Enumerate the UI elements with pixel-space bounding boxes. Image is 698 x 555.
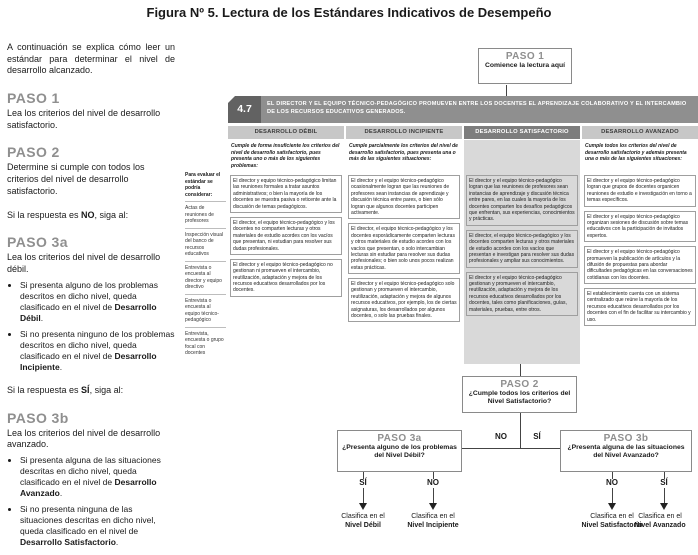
condition-no-answer: NO: [81, 209, 95, 220]
branch-no-label: NO: [423, 479, 443, 488]
evaluation-item: Entrevista, encuesta o grupo focal con docentes: [185, 327, 226, 360]
levels-table-body: [228, 140, 698, 364]
criterion-cell: El director y el equipo técnico-pedagógico logran que grupos de docentes organicen reuniones de estudio e investigación en torno a temas específicos.: [584, 175, 696, 207]
step3b-flow-label: PASO 3b: [603, 433, 649, 444]
standard-number-badge: [228, 96, 261, 123]
criterion-cell: El director y el equipo técnico-pedagógico gestionan y promueven el intercambio, reutilización, adaptación y mejora de los recursos educativos desarrollados por los docentes, tales como planificaciones, guías, materiales, pruebas, entre otros.: [466, 272, 578, 316]
branch-no-label: NO: [602, 479, 622, 488]
criterion-cell: El director y el equipo técnico-pedagógico organizan sesiones de discusión sobre temas educativos con la participación de invitados expertos.: [584, 211, 696, 243]
connector-line: [506, 85, 507, 96]
condition-si-prefix: Si la respuesta es: [7, 384, 82, 395]
column-intro: Cumple parcialmente los criterios del nivel de desarrollo satisfactorio, pues presenta una o más de las siguientes situaciones:: [349, 143, 458, 162]
column-desarrollo-satisfactorio: [464, 140, 580, 364]
header-desarrollo-incipiente: DESARROLLO INCIPIENTE: [346, 126, 462, 139]
arrow-down-icon: [660, 503, 668, 510]
step3a-text: Lea los criterios del nivel de desarrollo débil.: [7, 252, 161, 274]
evaluation-sidebar: [185, 172, 226, 360]
arrow-down-icon: [429, 503, 437, 510]
criterion-cell: El director, el equipo técnico-pedagógico y los docentes comparten lecturas y otros materiales de estudio acordes con los vacíos que presentan e investigan para resolver sus dudas profesionales y ampliar sus conocimientos.: [466, 230, 578, 268]
standard-header-band: [228, 96, 698, 123]
step3b-flow-box: [560, 430, 692, 472]
criterion-cell: El director, el equipo técnico-pedagógico y los docentes no comparten lecturas y otros materiales de estudio acordes con los vacíos que presentan, ni estudian para resolver sus dudas profesionales.: [230, 217, 342, 255]
step2-flow-text: ¿Cumple todos los criterios del Nivel Satisfactorio?: [468, 390, 571, 406]
header-desarrollo-debil: DESARROLLO DÉBIL: [228, 126, 344, 139]
condition-no-prefix: Si la respuesta es: [7, 209, 82, 220]
criterion-cell: El director y el equipo técnico-pedagógico logran que las reuniones de profesores sean instancias de aprendizaje y discusión técnica entre pares, en las cuales la mayoría de los docentes comparten los desafíos pedagógicos que enfrentan, sus experiencias, conocimientos y prácticas.: [466, 175, 578, 226]
step3b-flow-text: ¿Presenta alguna de las situaciones del Nivel Avanzado?: [567, 444, 685, 460]
criterion-cell: El director y el equipo técnico-pedagógico promueven la publicación de artículos y la difusión de propuestas para abordar dificultades pedagógicas en las conversaciones cotidianas con los docentes.: [584, 246, 696, 284]
step3a-bullets: [7, 280, 175, 373]
result-nivel-satisfactorio: Clasifica en el Nivel Satisfactorio: [581, 513, 643, 529]
header-desarrollo-avanzado: DESARROLLO AVANZADO: [582, 126, 698, 139]
step3a-bullet-1: • Si presenta alguno de los problemas descritos en dicho nivel, queda clasificado en el nivel de Desarrollo Débil.: [20, 280, 175, 324]
evaluation-item: Actas de reuniones de profesores: [185, 201, 226, 228]
column-intro: Cumple todos los criterios del nivel de desarrollo satisfactorio y además presenta una o más de las siguientes situaciones:: [585, 143, 687, 162]
step3b-bullet-2: • Si no presenta ninguna de las situaciones descritas en dicho nivel, queda clasificado en el nivel de Desarrollo Satisfactorio.: [20, 504, 175, 548]
column-intro: [467, 143, 577, 172]
criterion-cell: El director, el equipo técnico-pedagógico y los docentes esporádicamente comparten lecturas y otros materiales de estudio acordes con los vacíos que presentan, o solo intercambian lecturas sin estudiar para resolver sus dudas profesionales; o bien solo unos pocos realizan estas prácticas.: [348, 223, 460, 274]
step2-flow-box: [462, 376, 577, 413]
evaluation-item: Entrevista o encuesta al equipo técnico-pedagógico: [185, 294, 226, 327]
step1-flow-label: PASO 1: [505, 51, 545, 62]
branch-si-label: SÍ: [527, 433, 547, 442]
branch-si-label: SÍ: [654, 479, 674, 488]
arrow-down-icon: [608, 503, 616, 510]
result-nivel-debil: Clasifica en el Nivel Débil: [341, 513, 385, 529]
column-intro: Cumple de forma insuficiente los criterios del nivel de desarrollo satisfactorio, pues presenta uno o más de los siguientes problemas:: [231, 143, 340, 169]
column-desarrollo-incipiente: [346, 140, 462, 364]
branch-si-label: SÍ: [353, 479, 373, 488]
evaluation-item: Inspección visual del banco de recursos educativos: [185, 228, 226, 261]
criterion-cell: El establecimiento cuenta con un sistema centralizado que reúne la mayoría de los recursos educativos desarrollados por los docentes con el fin de facilitar su intercambio y uso.: [584, 288, 696, 326]
condition-si-text: [7, 385, 175, 397]
criterion-cell: El director y equipo técnico-pedagógico limitan las reuniones formales a tratar asuntos administrativos; o bien la mayoría de los docentes se muestra pasiva o reticente ante la discusión de temas pedagógicos.: [230, 175, 342, 213]
criterion-cell: El director y el equipo técnico-pedagógico solo gestionan y promueven el intercambio, reutilización, adaptación y mejora de algunos recursos educativos, por ejemplo, los de ciertas asignaturas, los desarrollados por algunos docentes, o solo las pruebas finales.: [348, 278, 460, 322]
standard-number: 4.7: [237, 103, 252, 115]
step3b-heading: PASO 3b: [7, 409, 69, 426]
step1-flow-text: Comience la lectura aquí: [484, 62, 566, 69]
condition-si-answer: SÍ: [81, 384, 90, 395]
result-nivel-incipiente: Clasifica en el Nivel Incipiente: [407, 513, 459, 529]
step3b-bullet-1: • Si presenta alguna de las situaciones descritas en dicho nivel, queda clasificado en el nivel de Desarrollo Avanzado.: [20, 455, 175, 499]
column-desarrollo-debil: [228, 140, 344, 364]
criterion-cell: El director y el equipo técnico-pedagógico ocasionalmente logran que las reuniones de profesores sean instancias de aprendizaje y discusión técnica entre pares, o bien sólo logran que algunos docentes participen activamente.: [348, 175, 460, 219]
header-desarrollo-satisfactorio: DESARROLLO SATISFACTORIO: [464, 126, 580, 139]
step3a-bullet-2: • Si no presenta ninguno de los problemas descritos en dicho nivel, queda clasificado en el nivel de Desarrollo Incipiente.: [20, 329, 175, 373]
intro-text: A continuación se explica cómo leer un estándar para determinar el nivel de desarrollo alcanzado.: [7, 42, 175, 76]
connector-line: [520, 364, 521, 376]
connector-line: [520, 413, 521, 448]
step3a-flow-box: [337, 430, 462, 472]
arrow-down-icon: [359, 503, 367, 510]
step1-text: Lea los criterios del nivel de desarrollo satisfactorio.: [7, 108, 161, 130]
step3b-bullets: [7, 455, 175, 548]
figure-title: Figura Nº 5. Lectura de los Estándares Indicativos de Desempeño: [146, 5, 552, 20]
step3a-heading: PASO 3a: [7, 234, 68, 251]
standard-text: EL DIRECTOR Y EL EQUIPO TÉCNICO-PEDAGÓGICO PROMUEVEN ENTRE LOS DOCENTES EL APRENDIZAJE COLABORATIVO Y EL INTERCAMBIO DE LOS RECURSOS EDUCATIVOS GENERADOS.: [267, 101, 687, 116]
step3a-flow-label: PASO 3a: [377, 433, 422, 444]
column-desarrollo-avanzado: [582, 140, 698, 364]
step1-flow-box: [478, 48, 572, 84]
corner-decoration-icon: [228, 96, 235, 103]
step2-flow-label: PASO 2: [500, 379, 539, 390]
branch-no-label: NO: [491, 433, 511, 442]
condition-no-text: [7, 210, 175, 222]
connector-line: [462, 448, 560, 449]
evaluation-title: Para evaluar el estándar se podría considerar:: [185, 172, 221, 198]
criterion-cell: El director y el equipo técnico-pedagógico no gestionan ni promueven el intercambio, reutilización, adaptación y mejora de los recursos educativos desarrollados por los docentes.: [230, 259, 342, 297]
condition-si-suffix: , siga al:: [89, 384, 124, 395]
instructions-panel: [7, 42, 175, 553]
step2-text: Determine si cumple con todos los criterios del nivel de desarrollo satisfactorio.: [7, 162, 145, 196]
result-nivel-avanzado: Clasifica en el Nivel Avanzado: [634, 513, 686, 529]
step3b-text: Lea los criterios del nivel de desarrollo avanzado.: [7, 427, 161, 450]
evaluation-item: Entrevista o encuesta al director y equipo directivo: [185, 261, 226, 294]
condition-no-suffix: , siga al:: [94, 209, 129, 220]
step1-heading: PASO 1: [7, 90, 60, 107]
step2-heading: PASO 2: [7, 144, 60, 161]
step3a-flow-text: ¿Presenta alguno de los problemas del Nivel Débil?: [342, 444, 457, 460]
